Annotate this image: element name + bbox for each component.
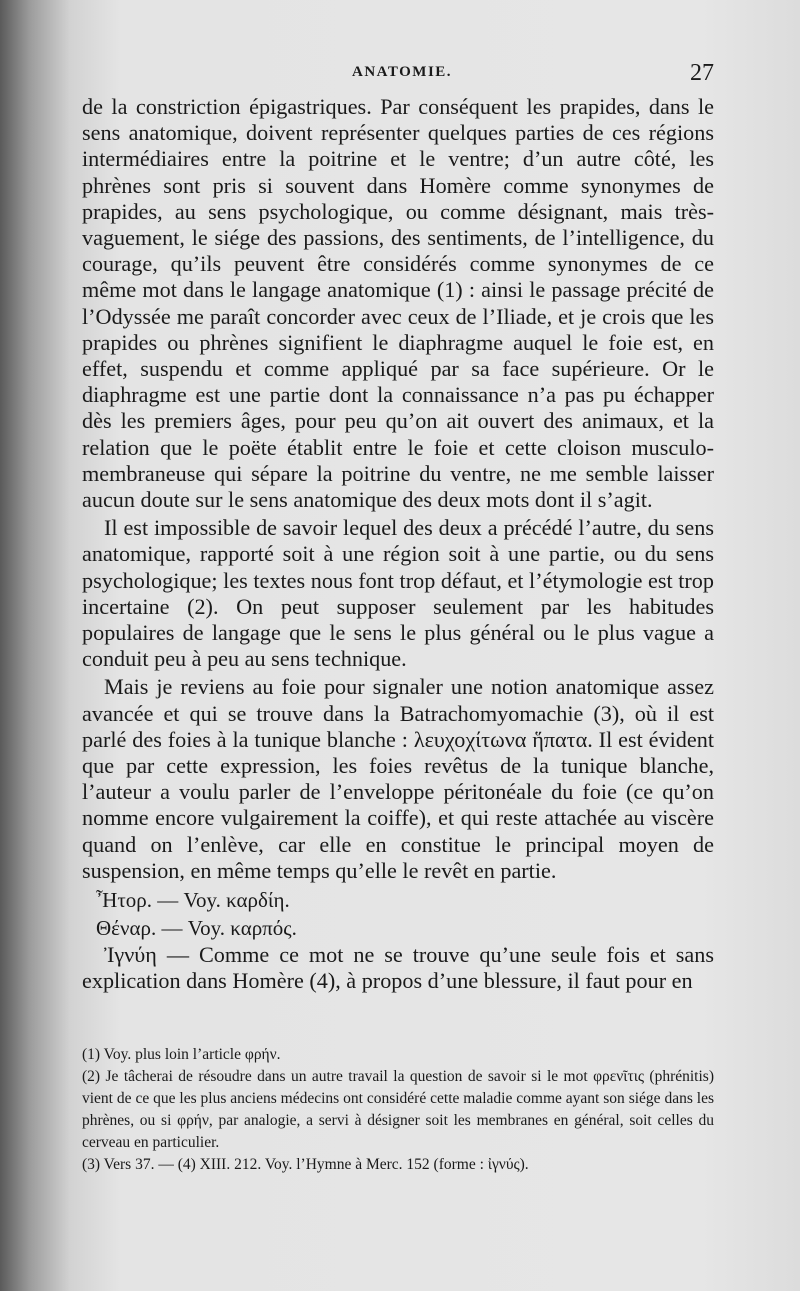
paragraph-3: Mais je reviens au foie pour signaler une notion anatomique assez avancée et qui se trouve dans la Batrachomyomachie (3), où il est parlé des foies à la tunique blanche : λευχοχίτωνα ἥπατα. Il est évident que par cette expression, les foies revêtus de la tunique blanche, l’auteur a voulu parler de l’enveloppe péritonéale du foie (ce qu’on nomme encore vulgairement la coiffe), et qui reste attachée au viscère quand on l’enlève, car elle en constitue le principal moyen de suspension, en même temps qu’elle le revêt en partie. xyxy=(82,674,714,883)
page-header xyxy=(82,62,718,88)
footnote-3: (3) Vers 37. — (4) XIII. 212. Voy. l’Hymne à Merc. 152 (forme : ἰγνύς). xyxy=(82,1156,529,1173)
footnote-2: (2) Je tâcherai de résoudre dans un autre travail la question de savoir si le mot φρενῖτις (phrénitis) vient de ce que les plus anciens médecins ont considéré cette maladie comme ayant son siége dans les phrènes, ou si φρήν, par analogie, a servi à désigner soit les membranes en général, soit celles du cerveau en particulier. xyxy=(82,1068,714,1151)
paragraph-2: Il est impossible de savoir lequel des deux a précédé l’autre, du sens anatomique, rapporté soit à une région soit à une partie, ou du sens psychologique; les textes nous font trop défaut, et l’étymologie est trop incertaine (2). On peut supposer seulement par les habitudes populaires de langage que le sens le plus général ou le plus vague a conduit peu à peu au sens technique. xyxy=(82,515,714,672)
term-entry-thenar: Θέναρ. — Voy. καρπός. xyxy=(96,916,297,941)
term-list xyxy=(96,886,714,942)
paragraph-1: de la constriction épigastriques. Par conséquent les pr͏apides, dans le sens anatomique, doivent représenter quelques parties de ces régions intermédiaires entre la poitrine et le ventre; d’un autre côté, les phrènes sont pris si souvent dans Homère comme synonymes de prapides, au sens psychologique, ou comme désignant, mais très-vaguement, le siége des passions, des sentiments, de l’intelligence, du courage, qu’ils peuvent être considérés comme synonymes de ce même mot dans le langage anatomique (1) : ainsi le passage précité de l’Odyssée me paraît concorder avec ceux de l’Iliade, et je crois que les prapides ou phrènes signifient le diaphragme auquel le foie est, en effet, suspendu et comme appliqué par sa face supérieure. Or le diaphragme est une partie dont la connaissance n’a pas pu échapper dès les premiers âges, pour peu qu’on ait ouvert des animaux, et la relation que le poëte établit entre le foie et cette cloison musculo-membraneuse qui sépare la poitrine du ventre, ne me semble laisser aucun doute sur le sens anatomique des deux mots dont il s’agit. xyxy=(82,94,714,513)
paragraph-4: Ἰγνύη — Comme ce mot ne se trouve qu’une seule fois et sans explication dans Homère (4), à propos d’une blessure, il faut pour en xyxy=(82,942,714,994)
page-number: 27 xyxy=(690,60,714,86)
footnote-1: (1) Voy. plus loin l’article φρήν. xyxy=(82,1046,281,1063)
term-entry-etor: Ἦτορ. — Voy. καρδίη. xyxy=(96,888,290,913)
footnotes xyxy=(82,1044,714,1176)
running-head: ANATOMIE. xyxy=(352,64,453,80)
body-text xyxy=(82,94,714,995)
